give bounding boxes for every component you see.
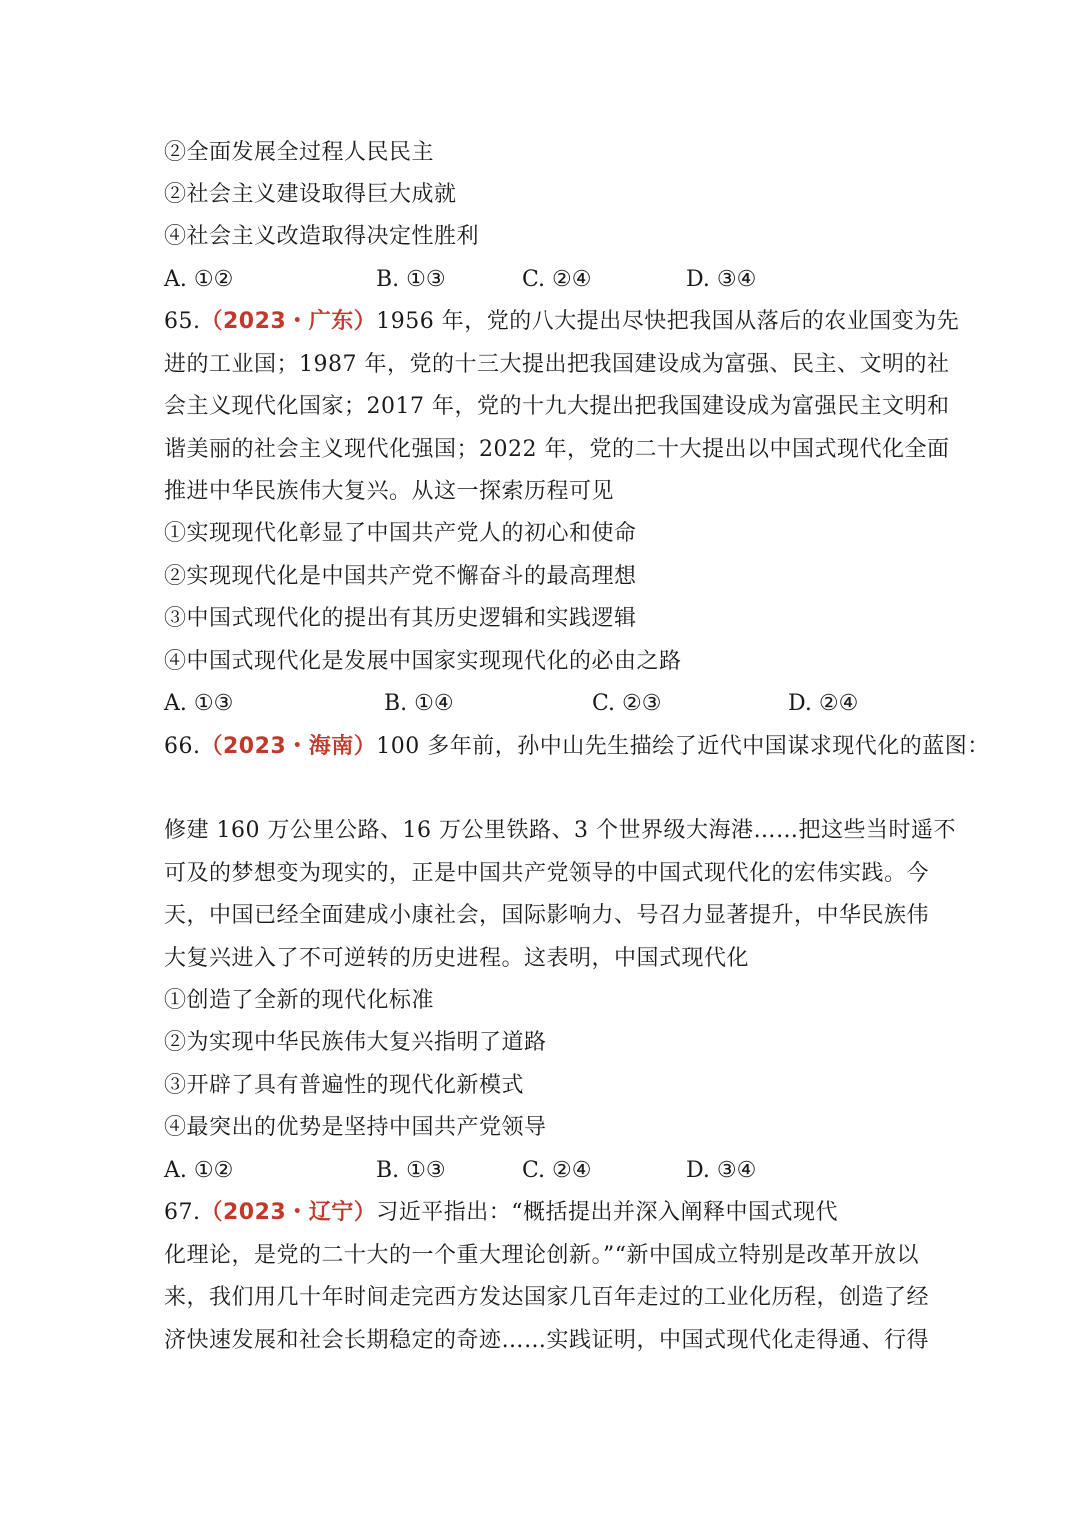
- q64-item-4: ④社会主义改造取得决定性胜利: [164, 224, 480, 249]
- q65-source: （2023・广东）: [200, 309, 377, 334]
- q65-stem-line: 谐美丽的社会主义现代化强国；2022 年，党的二十大提出以中国式现代化全面: [164, 437, 950, 462]
- q66-item-3: ③开辟了具有普遍性的现代化新模式: [164, 1073, 525, 1098]
- q66-source: （2023・海南）: [200, 734, 377, 759]
- q67-number: 67.: [164, 1200, 201, 1225]
- q66-stem-line: 可及的梦想变为现实的，正是中国共产党领导的中国式现代化的宏伟实践。今: [164, 861, 930, 886]
- q65-stem-line: 推进中华民族伟大复兴。从这一探索历程可见: [164, 479, 615, 504]
- q65-item-1: ①实现现代化彰显了中国共产党人的初心和使命: [164, 521, 637, 546]
- q66-option-c: C. ②④: [522, 1158, 592, 1183]
- q64-option-d: D. ③④: [686, 267, 757, 292]
- q67-source: （2023・辽宁）: [200, 1200, 377, 1225]
- q65-option-b: B. ①④: [384, 691, 454, 716]
- q67-stem-start: 习近平指出：“概括提出并深入阐释中国式现代: [376, 1200, 838, 1225]
- q67-stem-first-line: [164, 1198, 838, 1228]
- q64-option-a: A. ①②: [164, 267, 234, 292]
- q65-stem-line: 进的工业国；1987 年，党的十三大提出把我国建设成为富强、民主、文明的社: [164, 352, 950, 377]
- q65-option-a: A. ①③: [164, 691, 234, 716]
- q66-number: 66.: [164, 734, 201, 759]
- q64-item-2: ②全面发展全过程人民民主: [164, 140, 435, 165]
- q65-stem-first-line: [164, 307, 959, 337]
- q66-stem-start: 100 多年前，孙中山先生描绘了近代中国谋求现代化的蓝图：: [376, 734, 990, 759]
- q65-option-d: D. ②④: [788, 691, 859, 716]
- q66-item-1: ①创造了全新的现代化标准: [164, 988, 435, 1013]
- q65-item-2: ②实现现代化是中国共产党不懈奋斗的最高理想: [164, 564, 637, 589]
- q67-stem-line: 化理论，是党的二十大的一个重大理论创新。”“新中国成立特别是改革开放以: [164, 1243, 919, 1268]
- q66-option-d: D. ③④: [686, 1158, 757, 1183]
- q67-stem-line: 来，我们用几十年时间走完西方发达国家几百年走过的工业化历程，创造了经: [164, 1285, 930, 1310]
- q66-option-a: A. ①②: [164, 1158, 234, 1183]
- q64-option-c: C. ②④: [522, 267, 592, 292]
- q66-option-b: B. ①③: [376, 1158, 446, 1183]
- q65-item-3: ③中国式现代化的提出有其历史逻辑和实践逻辑: [164, 606, 637, 631]
- q66-stem-first-line: [164, 732, 990, 762]
- q65-item-4: ④中国式现代化是发展中国家实现现代化的必由之路: [164, 649, 682, 674]
- q64-option-b: B. ①③: [376, 267, 446, 292]
- q66-stem-line: 天，中国已经全面建成小康社会，国际影响力、号召力显著提升，中华民族伟: [164, 903, 930, 928]
- q64-item-3: ②社会主义建设取得巨大成就: [164, 182, 457, 207]
- q66-stem-line: 修建 160 万公里公路、16 万公里铁路、3 个世界级大海港……把这些当时遥不: [164, 818, 956, 843]
- q66-stem-line: 大复兴进入了不可逆转的历史进程。这表明，中国式现代化: [164, 946, 750, 971]
- q65-stem-start: 1956 年，党的八大提出尽快把我国从落后的农业国变为先: [376, 309, 960, 334]
- q65-stem-line: 会主义现代化国家；2017 年，党的十九大提出把我国建设成为富强民主文明和: [164, 394, 950, 419]
- q65-option-c: C. ②③: [592, 691, 662, 716]
- q65-number: 65.: [164, 309, 201, 334]
- q66-item-4: ④最突出的优势是坚持中国共产党领导: [164, 1115, 547, 1140]
- q66-item-2: ②为实现中华民族伟大复兴指明了道路: [164, 1030, 547, 1055]
- q67-stem-line: 济快速发展和社会长期稳定的奇迹……实践证明，中国式现代化走得通、行得: [164, 1328, 930, 1353]
